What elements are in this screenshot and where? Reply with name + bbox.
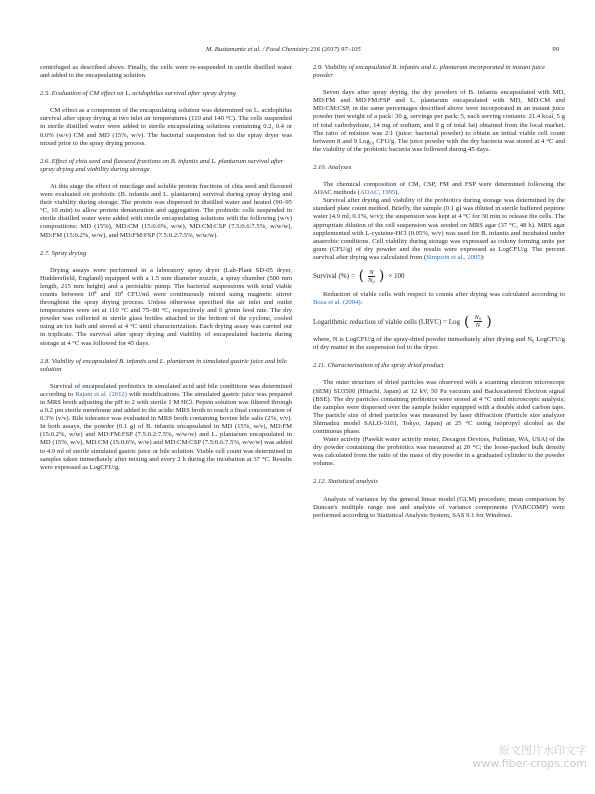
numerator: N <box>369 268 374 276</box>
denominator: N₀ <box>368 276 375 284</box>
page-number: 99 <box>552 46 559 53</box>
text-run: : <box>360 299 363 307</box>
text-run: Reduction of viable cells with respect to counts after drying was calculated according to <box>323 290 565 298</box>
section-heading-2-12: 2.12. Statistical analysis <box>313 478 378 486</box>
running-title: M. Bustamante et al. / Food Chemistry 216 (2017) 97–105 <box>206 46 361 53</box>
paragraph: The outer structure of dried particles was observed with a scanning electron microscope (SEM) SU3500 (Hitachi, Japan) at 12 kV, 50 Pa vacuum and Backscattered Electron signal (BSE). The dry particles containing probiotics were stored at 4 °C until microscopic analysis; the samples were dispersed over the sample holder equipped with a double sided carbon tape. The particle size of dried particles was measured by laser diffraction (Particle size analyzer Shimadzu model SALD-3101, Tokyo, Japan) at 25 °C using isopropyl alcohol as the continuous phase. <box>313 379 565 435</box>
paragraph <box>40 383 292 472</box>
survival-equation <box>313 269 565 284</box>
section-heading-2-11: 2.11. Characterization of the spray dried product <box>313 362 444 370</box>
citation-link[interactable]: Boza et al. (2004) <box>313 299 361 307</box>
section-heading-2-9: 2.9. Viability of encapsulated B. infantis and L. plantarum incorporated in instant juice powder <box>313 64 545 80</box>
text-run: ): <box>480 253 485 261</box>
paragraph: centrifuged as described above. Finally, the cells were re-suspended in sterile distilled water and added to the encapsulating solution. <box>40 64 292 80</box>
left-column <box>40 64 292 472</box>
fraction <box>368 269 375 284</box>
text-run: with modifications. The simulated gastric juice was prepared in MRS broth adjusting the pH to 2 with sterile 1 M HCl. Pepsin solution was filtered through a 0.2 μm sterile membrane and added to the acidic MRS broth to reach a final concentration of 0.3% (v/v). Bile tolerance was evaluated in MRS broth containing bovine bile salts (2%, v/v). In both assays, the powder (0.1 g) of B. infantis encapsulated in MD (15%, w/v), MD:FM (15:0.2%, w/w) and MD:FM:FSP (7.5:0.2:7.5%, w/w/w) and L. plantarum encapsulated in MD (15%, w/v), MD:CM (15:0.6%, w/w) and MD:CM:CSP (7.5:0.6:7.5%, w/w/w) was added to 4.9 ml of sterile simulated gastric juice or bile solution. Viable cell count was determined in samples taken immediately after mixing and every 2 h during the incubation at 37 °C. Results were expressed as LogCFU/g. <box>40 390 293 471</box>
watermark-line: 原文图片水印文字 <box>499 744 587 757</box>
paragraph: Drying assays were performed in a laboratory spray dryer (Lab-Plant SD-05 dryer, Huddersfield, England) equipped with a 1.5 mm diameter nozzle, a spray chamber (500 mm length, 215 mm height) and a peristaltic pump. The bacterial suspensions with total viable counts between 10⁸ and 10⁹ CFU/ml were continuously mixed using magnetic stirrer throughout the spray drying process. Unless otherwise specified the air inlet and outlet temperatures were set at 110 °C and 75–80 °C, respectively and 6 g/min feed rate. The dry powder was collected in sterile glass bottles attached to the bottom of the cyclone, cooled using an ice bath and stored at 4 °C until characterization. Each drying assay was carried out in triplicate. The survival after spray drying and viability of encapsulated bacteria during storage at 4 °C was followed for 45 days. <box>40 266 292 347</box>
citation-link[interactable]: AOAC, 1995 <box>359 189 396 197</box>
text-run: ). <box>395 189 400 197</box>
section-heading-2-5: 2.5. Evaluation of CM effect on L. acidophilus survival after spray drying <box>40 90 236 98</box>
paragraph: CM effect as a component of the encapsulating solution was determined on L. acidophilus survival after spray drying at two inlet air temperatures (110 and 140 °C). The cells suspended in sterile distilled water were added to sterile encapsulating solutions containing 0.2, 0.4 or 0.6% (w/v) CM and MD (15%, w/v). The bacterial suspension fed to the spray dryer was mixed prior to the spray drying process. <box>40 107 292 147</box>
text-run: The chemical composition of CM, CSP, FM and FSP were determined following the AOAC methods ( <box>313 181 565 197</box>
paragraph: Analysis of variance by the general linear model (GLM) procedure, mean comparison by Duncan's multiple range test and analysis of variance components (VARCOMP) were performed according to Statistical Analysis System, SAS 9.1 for Windows. <box>313 495 565 519</box>
lrvc-equation <box>313 314 565 329</box>
citation-link[interactable]: Rajam et al. (2012) <box>75 390 127 398</box>
right-column <box>313 64 565 520</box>
text-run: Survival of encapsulated probiotics in simulated acid and bile conditions was determined according to <box>40 382 292 398</box>
section-heading-2-10: 2.10. Analyses <box>313 163 352 171</box>
paragraph <box>313 181 565 197</box>
equation-rhs: × 100 <box>388 272 405 281</box>
numerator: N₀ <box>474 314 482 322</box>
paragraph: where, N is LogCFU/g of the spray-dried powder immediately after drying and N₀ LogCFU/g of dry matter in the suspension fed to the dryer. <box>313 336 565 352</box>
open-paren: ( <box>464 313 470 330</box>
close-paren: ) <box>378 268 385 285</box>
paragraph <box>313 197 565 262</box>
equation-lhs: Logarithmic reduction of viable cells (LRVC) = Log <box>313 317 461 326</box>
fraction <box>474 314 483 329</box>
open-paren: ( <box>358 268 365 285</box>
close-paren: ) <box>486 313 492 330</box>
paragraph <box>313 291 565 307</box>
paragraph: At this stage the effect of mucilage and soluble protein fractions of chia seed and flaxseed were evaluated on probiotic (B. infantis and L. plantarum) survival during spray drying and their viability during storage. The protein was dispersed in distilled water and heated (90–95 °C, 10 min) to allow protein denaturation and aggregation. The probiotic cells suspended in sterile distilled water were added with sterile encapsulating solutions with the following (w/v) compositions: MD (15%), MD:CM (15:0.6%, w/w), MD:CM:CSP (7.5:0.6:7.5%, w/w/w), MD:FM (15:0.2%, w/w), and MD:FM:FSP (7.5:0.2:7.5%, w/w/w). <box>40 182 292 239</box>
section-heading-2-6: 2.6. Effect of chia seed and flaxseed fractions on B. infantis and L. plantarum survival after spray drying and viability during storage <box>40 157 284 173</box>
text-run: Survival after drying and viability of the probiotics during storage was determined by the standard plate count method. Briefly, the sample (0.1 g) was diluted in sterile buffered peptone water (4.9 ml; 0.1%, w/v); the suspension was kept at 4 °C for 30 min to release the cells. The appropriate dilution of the cell suspension was seeded on MRS agar (37 °C, 48 h). MRS agar supplemented with L-cysteine-HCl (0.05%, w/v) was used for B. infantis and incubated under anaerobic conditions. Cell viability during storage was expressed as colony forming units per gram (CFU/g) of dry powder and the results were expressed as LogCFU/g. The percent survival after drying was calculated from ( <box>313 197 565 261</box>
watermark-line: www.fiber-crops.com <box>472 757 587 770</box>
section-heading-2-8: 2.8. Viability of encapsulated B. infantis and L. plantarum in simulated gastric juice and bile solution <box>40 357 287 373</box>
section-heading-2-7: 2.7. Spray drying <box>40 249 87 257</box>
denominator: N <box>475 322 481 330</box>
citation-link[interactable]: Simpson et al., 2005 <box>426 253 481 261</box>
watermark <box>472 744 587 770</box>
running-header <box>0 46 595 60</box>
equation-lhs: Survival (%) = <box>313 272 355 281</box>
paragraph: Water activity (Pawkit water activity meter, Decagon Devices, Pullman, WA, USA) of the dry powder containing the probiotics was measured at 20 °C; the loose-packed bulk density was calculated from the ratio of the mass of dry powder in a graduated cylinder to the powder volume. <box>313 436 565 468</box>
paragraph: Seven days after spray drying, the dry powders of B. infantis encapsulated with MD, MD:FM and MD:FM:FSP and L. plantarum encapsulated with MD, MD:CM and MD:CM:CSP, in the same percentages described above were incorporated in an instant juice powder (net weight of a pack: 30 g, servings per pack: 5, each serving contains: 21.4 kcal, 5 g of total carbohydrate, 14 mg of sodium, and 0 g of total fat) obtained from the local market. The ratio of mixture was 2:1 (juice: bacterial powder) to obtain an initial viable cell count between 8 and 9 Log₁₀ CFU/g. The juice powder with the dry bacteria was stored at 4 °C and the viability of the probiotic bacteria was followed during 45 days. <box>313 89 565 153</box>
